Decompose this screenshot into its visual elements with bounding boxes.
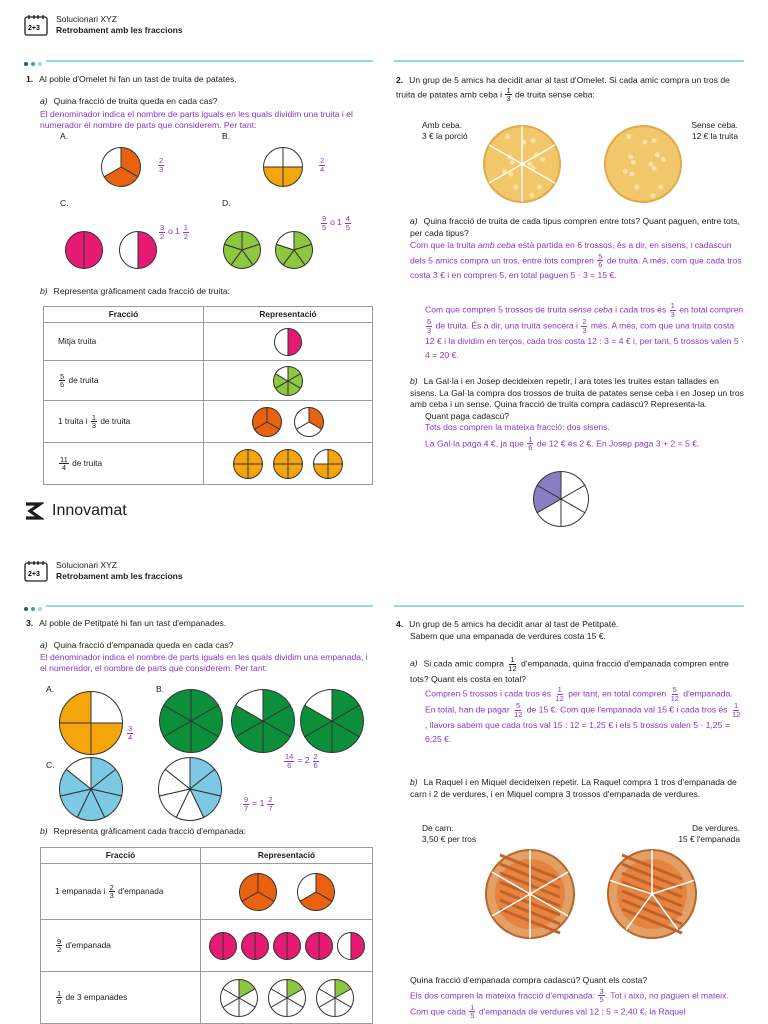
q4a: a) Si cada amic compra $\frac{1}{12}$ d'empanada, quina fracció d'empanada compren entre tots? Quant els costa en total? Compren 5 trossos i cada tros és $\frac{1}{12}$ per tant, en total compren $\frac{5}{12}$ d'empanada. En total, han de pagar $\frac{5}{12}$ de 15 €. Com que l'empanada val 15 € i cada tros és $\frac{1}{12}$ , llavors sabem que cada tros val 15 : 12 = 1,25 € i els 5 trossos valen 5 · 1,25 = 6,25 €. — [410, 656, 745, 747]
q3-case-c-pie-2 — [157, 756, 223, 822]
pie-slice — [273, 932, 287, 959]
q2b: b) La Gal·la i en Josep decideixen repetir, i ara totes les truites estan tallades en sisens. La Gal·la compra dos trossos de truita de patates sense ceba i en Josep un tros amb ceba i un sense. Quina fracció de truita compra cadascú? Representa-la. Quant paga cadascú? Tots dos compren la mateixa fracció: dos sisens. La Gal·la paga 4 €, ja que $\frac{1}{6}$ de 12 € és 2 €. En Josep paga 3 + 2 = 5 €. — [410, 376, 744, 453]
tortilla-texture — [531, 138, 536, 143]
q1-case-c-pie-1 — [64, 230, 104, 270]
tortilla-texture — [642, 140, 647, 145]
pie-slice — [314, 464, 329, 479]
q1-table — [43, 306, 373, 485]
header-rule-right — [394, 60, 744, 62]
q1-case-c-pie-2 — [118, 230, 158, 270]
q4b-answer: Els dos compren la mateixa fracció d'empanada: $\frac{3}{5}$ . Tot i això, no paguen el mateix. Com que cada $\frac{1}{5}$ d'empanada de verdures val 12 : 5 = 2,40 €, la Raquel — [410, 986, 729, 1021]
q1-case-d-pie-1 — [222, 230, 262, 270]
pie-slice — [66, 232, 85, 269]
pie-slice — [91, 692, 123, 724]
q1a: a) Quina fracció de truita queda en cada cas? El denominador indica el nombre de parts iguals en les quals dividim una truita i el numerador el nombre de parts que considerem. Per tant: — [40, 96, 370, 132]
tortilla-texture — [649, 162, 654, 167]
q4a-answer-1: Compren 5 trossos i cada tros és $\frac{1}{12}$ per tant, en total compren $\frac{5}{12}$ d'empanada. — [425, 685, 733, 703]
tortilla-texture — [626, 134, 631, 139]
pie-slice — [328, 464, 343, 479]
tortilla-texture — [629, 172, 634, 177]
q4-statement: 4. Un grup de 5 amics ha decidit anar al tast de Petitpaté. Sabem que una empanada de verdures costa 15 €. — [396, 619, 619, 641]
q1-case-a-letter: A. — [60, 131, 69, 141]
pie-slice — [274, 449, 289, 464]
q1-row4-pie-2 — [272, 448, 304, 480]
q3-case-a-pie — [58, 690, 124, 756]
q2-left-caption: Amb ceba. 3 € la porció — [422, 120, 468, 142]
q3-case-c-letter: C. — [46, 760, 55, 770]
q1a-answer: El denominador indica el nombre de parts iguals en les quals dividim una truita i el numerador el nombre de parts que considerem. Per tant: — [40, 108, 353, 131]
q2a-answer-1: Com que la truita amb ceba està partida en 6 trossos, és a dir, en sisens, i cadascun dels 5 amics compra un tros, entre tots compren $\frac{5}{6}$ de truita. A més, com que cada tros costa 3 € i en compren 5, en total paguen 5 · 3 = 15 €. — [410, 240, 742, 280]
q3-row3-label: $\frac{1}{6}$ de 3 empanades — [41, 972, 201, 1024]
pie-slice — [264, 167, 284, 187]
q1b-question: b) Representa gràficament cada fracció de truita: — [40, 286, 230, 296]
q3-row2-pie-5 — [336, 931, 366, 961]
svg-text:2+3: 2+3 — [28, 25, 40, 32]
q3-case-b-pie-1 — [158, 688, 224, 754]
q3-case-c-result: $\frac{9}{7}$ = 1 $\frac{2}{7}$ — [244, 795, 273, 813]
tortilla-texture — [650, 193, 655, 198]
q3-row3-pie-3 — [315, 978, 355, 1018]
tortilla-texture — [513, 185, 518, 190]
q1-case-d-result: $\frac{9}{5}$ o 1 $\frac{4}{5}$ — [322, 214, 350, 232]
q1-table-col2: Representació — [204, 307, 373, 323]
meat-empanada-image — [484, 848, 576, 940]
q1-case-d-letter: D. — [222, 198, 231, 208]
header-rule — [46, 60, 373, 62]
tortilla-texture — [652, 166, 657, 171]
tortilla-texture — [508, 172, 513, 177]
q3-case-b-result: $\frac{14}{6}$ = 2 $\frac{2}{6}$ — [285, 752, 318, 770]
q1-case-c-letter: C. — [60, 198, 69, 208]
q3-row3-pie-2 — [267, 978, 307, 1018]
pie-slice — [283, 148, 303, 168]
header-dots — [24, 603, 45, 615]
q3-row3-pie-1 — [219, 978, 259, 1018]
pie-slice — [60, 723, 92, 755]
table-row — [41, 972, 373, 1024]
pie-slice — [248, 464, 263, 479]
tortilla-texture — [628, 154, 633, 159]
pie-slice — [288, 449, 303, 464]
page-header-1 — [24, 14, 183, 36]
q1-row2-label: $\frac{5}{6}$ de truita — [44, 361, 204, 401]
q3-row2-label: $\frac{9}{2}$ d'empanada — [41, 920, 201, 972]
pie-slice — [91, 723, 123, 755]
q3-case-b-pie-3 — [299, 688, 365, 754]
pie-slice — [314, 449, 329, 464]
q3-row2-pie-1 — [208, 931, 238, 961]
q1-row3-label: 1 truita i $\frac{1}{3}$ de truita — [44, 401, 204, 443]
q3-row2-pie-2 — [240, 931, 270, 961]
q3-row1-pie-1 — [238, 872, 278, 912]
q1-statement: 1. Al poble d'Omelet hi fan un tast de truita de patates. — [26, 74, 237, 84]
q4a-answer-2: En total, han de pagar $\frac{5}{12}$ de 15 €. Com que l'empanada val 15 € i cada tros és $\frac{1}{12}$ , llavors sabem que cada tros val 15 : 12 = 1,25 € i els 5 trossos valen 5 · 1,25 = 6,25 €. — [425, 701, 741, 745]
tortilla-texture — [505, 134, 510, 139]
tortilla-texture — [623, 169, 628, 174]
q3b-question: b) Representa gràficament cada fracció d'empanada: — [40, 826, 246, 836]
q1-row4-label: $\frac{11}{4}$ de truita — [44, 443, 204, 485]
tortilla-texture — [510, 160, 515, 165]
table-row — [44, 361, 373, 401]
tortilla-texture — [540, 157, 545, 162]
header-dots — [24, 58, 45, 70]
q1-row3-pie-1 — [251, 406, 283, 438]
q1-row3-pie-2 — [293, 406, 325, 438]
q2b-pie — [532, 470, 590, 528]
table-row — [44, 443, 373, 485]
pie-slice — [288, 328, 302, 355]
pie-slice — [223, 932, 237, 959]
q3-case-c-pie-1 — [58, 756, 124, 822]
table-row — [44, 323, 373, 361]
q2a: a) Quina fracció de truita de cada tipus compren entre tots? Quant paguen, entre tots, per cada tipus? Com que la truita amb ceba està partida en 6 trossos, és a dir, en sisens, i cadascun dels 5 amics compra un tros, entre tots compren $\frac{5}{6}$ de truita. A més, com que cada tros costa 3 € i en compren 5, en total paguen 5 · 3 = 15 €. — [410, 216, 745, 283]
pie-slice — [60, 692, 92, 724]
table-row — [44, 401, 373, 443]
pie-slice — [264, 148, 284, 168]
pie-slice — [351, 932, 365, 959]
tortilla-texture — [655, 152, 660, 157]
pie-slice — [275, 328, 289, 355]
q1-case-a-pie — [100, 146, 142, 188]
page-header-2 — [24, 560, 183, 582]
q3-table — [40, 847, 373, 1024]
pie-slice — [283, 167, 303, 187]
q3-row1-label: 1 empanada i $\frac{2}{3}$ d'empanada — [41, 864, 201, 920]
pie-slice — [319, 932, 333, 959]
calendar-icon — [24, 14, 48, 36]
q3-row2-pie-3 — [272, 931, 302, 961]
pie-slice — [288, 464, 303, 479]
pie-slice — [255, 932, 269, 959]
q1-row1-label: Mitja truita — [44, 323, 204, 361]
tortilla-texture — [634, 185, 639, 190]
q3-case-a-letter: A. — [46, 684, 55, 694]
q1-case-b-letter: B. — [222, 131, 231, 141]
tortilla-with-onion-image — [482, 124, 562, 204]
q3-case-b-pie-2 — [230, 688, 296, 754]
pie-slice — [287, 932, 301, 959]
q3-table-col1: Fracció — [41, 848, 201, 864]
tortilla-texture — [537, 185, 542, 190]
q3-statement: 3. Al poble de Petitpaté hi fan un tast d'empanades. — [26, 618, 227, 628]
q2-right-caption: Sense ceba. 12 € la truita — [691, 120, 738, 142]
q3-row2-pie-4 — [304, 931, 334, 961]
header-subtitle: Retrobament amb les fraccions — [56, 25, 183, 35]
q3-table-col2: Representació — [201, 848, 373, 864]
innovamat-logo-icon — [24, 502, 44, 520]
tortilla-texture — [631, 160, 636, 165]
q2-statement: 2. Un grup de 5 amics ha decidit anar al tast d'Omelet. Si cada amic compra un tros de truita de patates amb ceba i $\frac{1}{3}$ de truita sense ceba: — [396, 75, 730, 104]
table-row — [41, 864, 373, 920]
pie-slice — [328, 449, 343, 464]
pie-slice — [209, 932, 223, 959]
q1-case-d-pie-2 — [274, 230, 314, 270]
tortilla-without-onion-image — [603, 124, 683, 204]
pie-slice — [234, 449, 249, 464]
q4b-question-2: Quina fracció d'empanada compra cadascú? Quant els costa? Els dos compren la mateixa fracció d'empanada: $\frac{3}{5}$ . Tot i això, no paguen el mateix. Com que cada $\frac{1}{5}$ d'empanada de verdures val 12 : 5 = 2,40 €, la Raquel — [410, 974, 745, 1020]
table-row — [41, 920, 373, 972]
q3-case-a-result: $\frac{3}{4}$ — [128, 724, 133, 742]
q1-row2-pie — [272, 365, 304, 397]
tortilla-texture — [661, 157, 666, 162]
header-rule-right — [394, 605, 744, 607]
tortilla-texture — [652, 138, 657, 143]
innovamat-logo — [24, 500, 127, 522]
tortilla-body — [605, 126, 681, 202]
q3a: a) Quina fracció d'empanada queda en cada cas? El denominador indica el nombre de parts iguals en les quals dividim una empanada, i el numerador, el nombre de parts que considerem. Per tant: — [40, 640, 370, 675]
pie-slice — [241, 932, 255, 959]
q1-table-col1: Fracció — [44, 307, 204, 323]
tortilla-texture — [658, 185, 663, 190]
calendar-icon — [24, 560, 48, 582]
q1-row4-pie-1 — [232, 448, 264, 480]
header-title: Solucionari XYZ — [56, 14, 117, 25]
svg-text:2+3: 2+3 — [28, 571, 40, 578]
q3-row1-pie-2 — [296, 872, 336, 912]
q2a-answer-2: Com que compren 5 trossos de truita sense ceba i cada tros és $\frac{1}{3}$ en total compren $\frac{5}{3}$ de truita. És a dir, una truita sencera i $\frac{2}{3}$ més. A més, com que una truita costa 12 € i la dividim en terços, cada tros costa 12 : 3 = 4 € i, per tant, 5 trossos valen 5 · 4 = 20 €. — [425, 301, 744, 361]
header-subtitle: Retrobament amb les fraccions — [56, 571, 183, 581]
q1-row4-pie-3 — [312, 448, 344, 480]
pie-slice — [84, 232, 103, 269]
q1-row1-pie — [273, 327, 303, 357]
q4-right-caption: De verdures. 15 € l'empanada — [678, 823, 740, 845]
tortilla-texture — [528, 162, 533, 167]
q3-case-b-letter: B. — [156, 684, 165, 694]
pie-slice — [274, 464, 289, 479]
q3a-answer: El denominador indica el nombre de parts iguals en les quals dividim una empanada, i el numerador, el nombre de parts que considerem. Per tant: — [40, 651, 368, 674]
q1-case-c-result: $\frac{3}{2}$ o 1 $\frac{1}{2}$ — [160, 223, 188, 241]
pie-slice — [234, 464, 249, 479]
q1-case-b-result: $\frac{2}{4}$ — [320, 156, 325, 174]
pie-slice — [138, 232, 157, 269]
vegetable-empanada-image — [606, 848, 698, 940]
pie-slice — [305, 932, 319, 959]
q4b: b) La Raquel i en Miquel decideixen repetir. La Raquel compra 1 tros d'empanada de carn i 2 de verdures, i en Miquel compra 3 trossos d'empanada de verdures. — [410, 777, 737, 799]
q1-case-b-pie — [262, 146, 304, 188]
tortilla-texture — [529, 193, 534, 198]
q4-left-caption: De carn. 3,50 € per tros — [422, 823, 477, 845]
header-rule — [46, 605, 373, 607]
logo-text: Innovamat — [52, 502, 127, 519]
pie-slice — [248, 449, 263, 464]
header-title: Solucionari XYZ — [56, 560, 117, 571]
q1-case-a-result: $\frac{2}{3}$ — [159, 156, 164, 174]
pie-slice — [120, 232, 139, 269]
pie-slice — [337, 932, 351, 959]
